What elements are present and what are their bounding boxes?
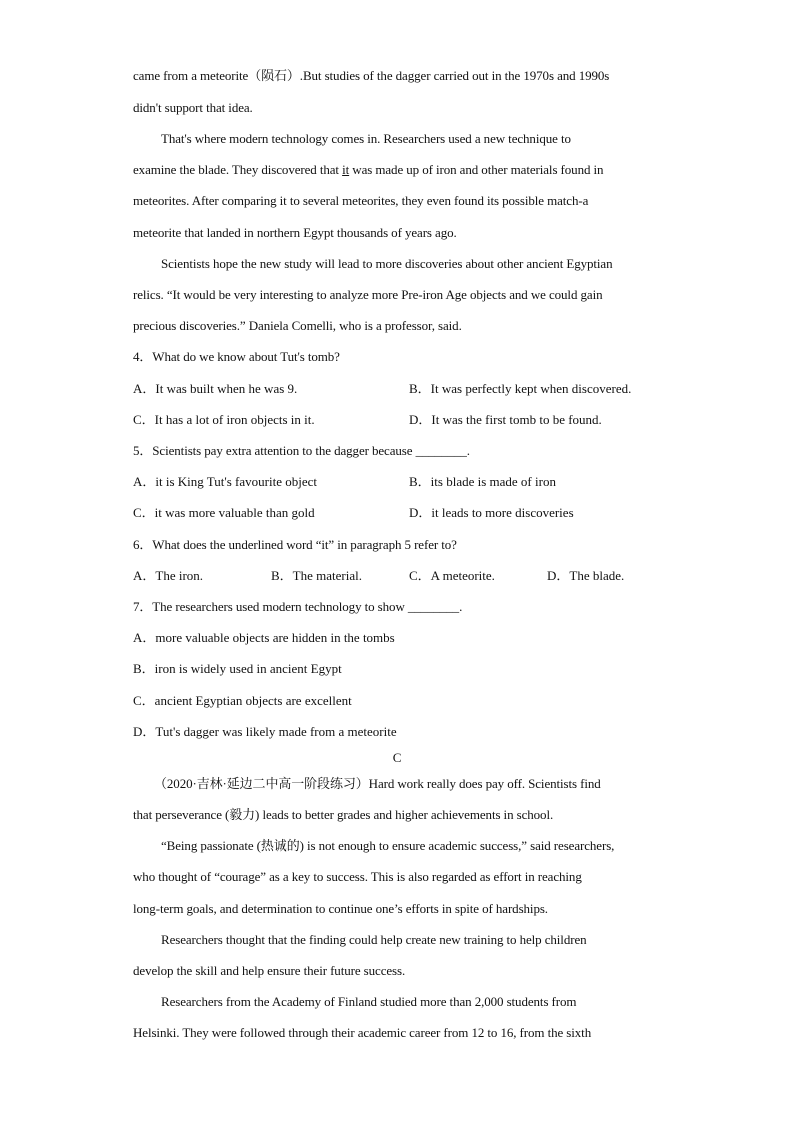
question-7-option-a: A．more valuable objects are hidden in the tombs [133,630,395,645]
passage-b-p6-line3: precious discoveries.” Daniela Comelli, who is a professor, said. [133,318,462,333]
question-5-option-d: D．it leads to more discoveries [409,505,574,520]
question-6-option-a: A．The iron. [133,568,204,583]
text-segment: examine the blade. They discovered that [133,162,343,177]
passage-c-p2-line2: who thought of “courage” as a key to success. This is also regarded as effort in reaching [133,869,582,884]
question-5-option-a: A．it is King Tut's favourite object [133,474,317,489]
passage-b-p5-line1: That's where modern technology comes in. Researchers used a new technique to [161,131,571,146]
passage-c-p4-line1: Researchers from the Academy of Finland studied more than 2,000 students from [161,994,577,1009]
question-4-option-c: C．It has a lot of iron objects in it. [133,412,315,427]
question-7-option-c: C．ancient Egyptian objects are excellent [133,693,352,708]
passage-b-p5-line4: meteorite that landed in northern Egypt thousands of years ago. [133,225,457,240]
passage-c-p1-line1: （2020·吉林·延边二中高一阶段练习）Hard work really does pay off. Scientists find [154,776,601,791]
passage-c-heading: C [392,750,402,765]
text-segment: was made up of iron and other materials found in [349,162,604,177]
passage-b-p6-line1: Scientists hope the new study will lead to more discoveries about other ancient Egyptian [161,256,613,271]
passage-c-p1-line2: that perseverance (毅力) leads to better grades and higher achievements in school. [133,807,554,822]
passage-b-p4-line2: didn't support that idea. [133,100,253,115]
question-7-option-b: B．iron is widely used in ancient Egypt [133,661,342,676]
passage-c-p4-line2: Helsinki. They were followed through their academic career from 12 to 16, from the sixth [133,1025,592,1040]
passage-b-p5-line3: meteorites. After comparing it to several meteorites, they even found its possible match-a [133,193,589,208]
underlined-word: it [342,162,350,177]
question-6-stem: 6．What does the underlined word “it” in paragraph 5 refer to? [133,537,457,552]
question-5-option-b: B．its blade is made of iron [409,474,556,489]
passage-c-p2-line3: long-term goals, and determination to continue one’s efforts in spite of hardships. [133,901,548,916]
question-5-stem: 5．Scientists pay extra attention to the dagger because ________. [133,443,470,458]
question-4-stem: 4．What do we know about Tut's tomb? [133,349,340,364]
passage-b-p5-line2 [133,162,673,178]
question-7-stem: 7．The researchers used modern technology to show ________. [133,599,463,614]
question-7-option-d: D．Tut's dagger was likely made from a meteorite [133,724,397,739]
question-4-option-d: D．It was the first tomb to be found. [409,412,602,427]
question-6-option-d: D．The blade. [547,568,625,583]
passage-c-p3-line2: develop the skill and help ensure their future success. [133,963,406,978]
passage-b-p6-line2: relics. “It would be very interesting to analyze more Pre-iron Age objects and we could gain [133,287,603,302]
question-5-option-c: C．it was more valuable than gold [133,505,315,520]
question-6-option-c: C．A meteorite. [409,568,495,583]
passage-c-p3-line1: Researchers thought that the finding could help create new training to help children [161,932,587,947]
question-6-option-b: B．The material. [271,568,362,583]
passage-c-p2-line1: “Being passionate (热诚的) is not enough to ensure academic success,” said researchers, [161,838,615,853]
question-4-option-b: B．It was perfectly kept when discovered. [409,381,632,396]
question-4-option-a: A．It was built when he was 9. [133,381,298,396]
passage-b-p4-line1: came from a meteorite（陨石）.But studies of the dagger carried out in the 1970s and 1990s [133,68,610,83]
